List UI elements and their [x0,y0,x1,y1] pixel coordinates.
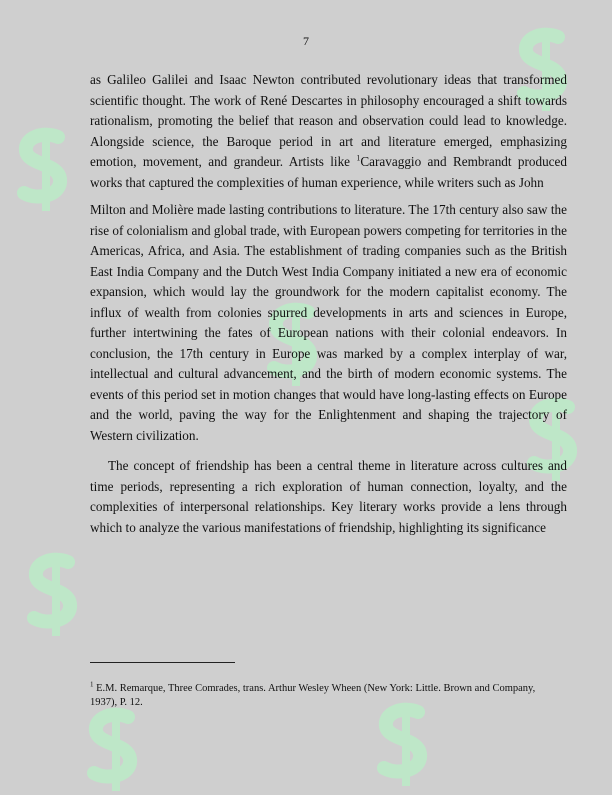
paragraph-1 [90,70,567,193]
watermark-logo-icon [20,550,90,640]
watermark-logo-icon [80,705,150,795]
footnote [90,682,560,710]
footnote-text: E.M. Remarque, Three Comrades, trans. Arthur Wesley Wheen (New York: Little. Brown and Company, 1937), P. 12. [90,683,536,708]
paragraph-1-text-start: as Galileo Galilei and Isaac Newton contributed revolutionary ideas that transformed scientific thought. The work of René Descartes in philosophy encouraged a shift towards rationalism, promoting the belief that reason and observation could lead to knowledge. Alongside science, the Baroque period in art and literature emerged, emphasizing emotion, movement, and grandeur. Artists like [90,72,567,169]
watermark-logo-icon [10,125,80,215]
body-text [90,70,567,538]
paragraph-2: Milton and Molière made lasting contributions to literature. The 17th century also saw the rise of colonialism and global trade, with European powers competing for territories in the Americas, Africa, and Asia. The establishment of trading companies such as the British East India Company and the Dutch West India Company initiated a new era of economic expansion, which would lay the groundwork for the modern capitalist economy. The influx of wealth from colonies spurred developments in arts and sciences in Europe, further intertwining the fates of European nations with their colonial endeavors. In conclusion, the 17th century in Europe was marked by a complex interplay of war, intellectual and cultural advancement, and the birth of modern economic systems. The events of this period set in motion changes that would have long-lasting effects on Europe and the world, paving the way for the Enlightenment and shaping the trajectory of Western civilization. [90,202,567,443]
paragraph-3: The concept of friendship has been a central theme in literature across cultures and time periods, representing a rich exploration of human connection, loyalty, and the complexities of interpersonal relationships. Key literary works provide a lens through which to analyze the various manifestations of friendship, highlighting its significance [90,458,567,535]
footnote-marker: 1 [90,680,94,689]
watermark-logo-icon [370,700,440,790]
paragraph-1-text-end: Caravaggio and Rembrandt produced works that captured the complexities of human experience, while writers such as John [90,154,567,190]
page-number: 7 [303,34,309,48]
footnote-reference[interactable]: 1 [356,153,361,163]
footnote-divider [90,662,235,663]
